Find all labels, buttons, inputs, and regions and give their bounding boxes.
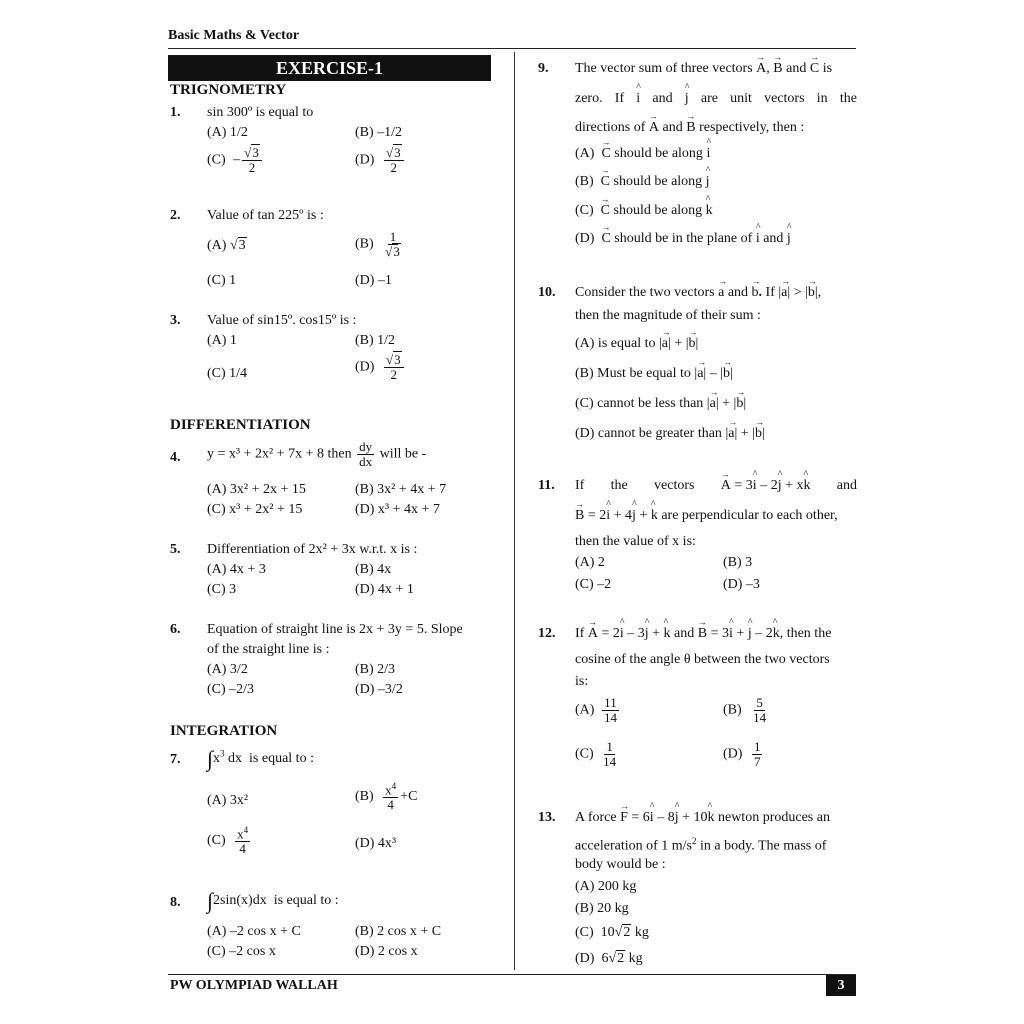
q9-option-d-label: (D) [575,231,595,246]
q4-option-b: (B) 3x² + 4x + 7 [355,482,447,497]
q12-number: 12. [538,626,556,641]
q7-option-b-label: (B) [355,789,374,805]
q12-text-line3: is: [575,674,589,689]
q2-number: 2. [170,208,181,223]
q10-option-c-label: (C) cannot be less than [575,396,704,411]
q5-option-d: (D) 4x + 1 [355,582,414,597]
q11-text-line3: then the value of x is: [575,534,696,549]
q10-option-d-label: (D) cannot be greater than [575,426,722,441]
q4-option-a: (A) 3x² + 2x + 15 [207,482,306,497]
q6-option-a: (A) 3/2 [207,662,248,677]
q3-number: 3. [170,313,181,328]
q9-option-b: (B) → C should be along ^ j [575,174,710,190]
q1-option-c: (C) – $\frac{√3}{2}$ [207,146,264,174]
q12-text-line2: cosine of the angle θ between the two vectors [575,652,830,667]
q8-text: ∫2sin(x)dx is equal to : [207,888,339,913]
q10-text-line2: then the magnitude of their sum : [575,308,761,323]
q3-option-b: (B) 1/2 [355,333,396,348]
page-number: 3 [826,975,856,996]
q10-option-a-label: (A) is equal to [575,336,656,351]
q10-option-a: (A) is equal to |→ a| + |→ b| [575,336,698,352]
q8-option-c: (C) –2 cos x [207,944,276,959]
q9-option-c: (C) → C should be along ^ k [575,203,713,219]
q6-text-line1: Equation of straight line is 2x + 3y = 5. Slope [207,622,463,637]
q7-number: 7. [170,752,181,767]
q12-option-d-label: (D) [723,746,743,762]
q1-option-c-label: (C) [207,152,226,168]
q8-option-a: (A) –2 cos x + C [207,924,301,939]
q8-option-d: (D) 2 cos x [355,944,418,959]
q1-option-d: (D) $\frac{√3}{2}$ [355,146,406,174]
q6-number: 6. [170,622,181,637]
q3-option-c: (C) 1/4 [207,366,248,381]
section-differentiation: DIFFERENTIATION [170,417,311,433]
q11-option-a: (A) 2 [575,555,605,570]
q4-option-d: (D) x³ + 4x + 7 [355,502,440,517]
q9-option-a: (A) → C should be along ^ i [575,146,710,162]
q7-text: $\int x^3$ dx is equal to : [207,746,314,771]
q2-option-d: (D) –1 [355,273,392,288]
q9-text-line3: directions of → A and → B respectively, then : [575,120,804,136]
q2-option-b-label: (B) [355,236,374,252]
q2-text: Value of tan 225º is : [207,208,324,223]
q12-option-b: (B) $\frac{5}{14}$ [723,695,767,725]
q12-option-d: (D) $\frac{1}{7}$ [723,739,761,769]
q11-option-d: (D) –3 [723,577,760,592]
q1-number: 1. [170,105,181,120]
q12-option-b-label: (B) [723,702,742,718]
q9-option-c-label: (C) [575,203,594,218]
q9-option-b-label: (B) [575,174,594,189]
q7-option-a: (A) 3x² [207,793,249,808]
q4-text: y = x³ + 2x² + 7x + 8 then $\frac{dy}{dx}$ will be - [207,439,427,469]
q1-option-b: (B) –1/2 [355,125,403,140]
q1-option-d-label: (D) [355,152,375,168]
footer-brand: PW OLYMPIAD WALLAH [170,978,338,993]
q4-option-c: (C) x³ + 2x² + 15 [207,502,303,517]
q4-number: 4. [170,450,181,465]
running-header: Basic Maths & Vector [168,28,300,43]
q12-option-a: (A) $\frac{11}{14}$ [575,695,617,725]
footer-rule [168,974,856,975]
q9-text-line1: The vector sum of three vectors → A, → B and → C is [575,61,857,77]
q7-option-c: (C) $\frac{x^4}{4}$ [207,825,249,856]
q8-option-b: (B) 2 cos x + C [355,924,442,939]
q11-option-c: (C) –2 [575,577,612,592]
q12-option-a-label: (A) [575,702,595,718]
q2-option-a-label: (A) [207,238,227,253]
q10-option-b-label: (B) Must be equal to [575,366,691,381]
q5-number: 5. [170,542,181,557]
q13-number: 13. [538,810,556,825]
q2-option-c: (C) 1 [207,273,237,288]
q13-text-line3: body would be : [575,857,666,872]
header-rule [168,48,856,49]
section-integration: INTEGRATION [170,723,278,739]
q5-option-c: (C) 3 [207,582,237,597]
q6-option-c: (C) –2/3 [207,682,255,697]
q10-number: 10. [538,285,556,300]
q12-text-line1: If → A = 2^ i – 3^ j + ^ k and → B = 3^ i + ^ j – 2^ k, then the [575,626,857,642]
q3-option-d: (D) $\frac{√3}{2}$ [355,353,406,381]
q3-option-d-label: (D) [355,359,375,375]
q9-text-line2: zero. If ^ i and ^ j are unit vectors in the [575,91,857,107]
q1-text: sin 300º is equal to [207,105,314,120]
q4-text-tail: will be - [379,446,427,462]
q11-option-b: (B) 3 [723,555,753,570]
q3-text: Value of sin15º. cos15º is : [207,313,357,328]
q13-option-d-label: (D) [575,951,595,966]
q7-text-tail: is equal to : [249,751,314,767]
q11-text-line1: If the vectors → A = 3^ i – 2^ j + x^ k and [575,478,857,494]
q3-option-a: (A) 1 [207,333,237,348]
q13-option-b: (B) 20 kg [575,901,629,916]
q13-text-line1: A force → F = 6^ i – 8^ j + 10^ k newton produces an [575,810,857,826]
q7-option-c-label: (C) [207,833,226,849]
q10-option-b: (B) Must be equal to |→ a| – |→ b| [575,366,733,382]
q10-option-c: (C) cannot be less than |→ a| + |→ b| [575,396,746,412]
q8-text-tail: is equal to : [273,893,339,909]
q13-option-c-label: (C) [575,925,594,940]
section-trigonometry: TRIGNOMETRY [170,82,287,98]
q13-option-d: (D) 6√2 kg [575,951,643,966]
q2-option-a: (A) √3 [207,238,246,253]
q6-option-b: (B) 2/3 [355,662,396,677]
q7-option-d: (D) 4x³ [355,836,397,851]
q13-option-a: (A) 200 kg [575,879,637,894]
column-divider [514,52,515,970]
q4-text-main: y = x³ + 2x² + 7x + 8 then [207,446,352,462]
q9-number: 9. [538,61,549,76]
q13-text-line2: acceleration of 1 $m/s^2$ in a body. The mass of [575,836,827,854]
q10-text-line1: Consider the two vectors → a and → b. If |→ a| > |→ b|, [575,285,821,301]
q10-option-d: (D) cannot be greater than |→ a| + |→ b| [575,426,765,442]
q9-option-a-label: (A) [575,146,595,161]
q9-option-d: (D) → C should be in the plane of ^ i and ^ j [575,231,791,247]
q6-option-d: (D) –3/2 [355,682,403,697]
q5-option-a: (A) 4x + 3 [207,562,266,577]
q12-option-c-label: (C) [575,746,594,762]
q5-text: Differentiation of 2x² + 3x w.r.t. x is : [207,542,418,557]
q8-number: 8. [170,895,181,910]
q7-option-b: (B) $\frac{x^4}{4}$ +C [355,781,418,812]
q13-option-c: (C) 10√2 kg [575,925,649,940]
q5-option-b: (B) 4x [355,562,392,577]
q11-number: 11. [538,478,555,493]
q6-text-line2: of the straight line is : [207,642,330,657]
q1-option-a: (A) 1/2 [207,125,248,140]
q11-text-line2: → B = 2^ i + 4^ j + ^ k are perpendicular to each other, [575,508,838,524]
exercise-title: EXERCISE-1 [168,55,491,81]
q12-option-c: (C) $\frac{1}{14}$ [575,739,617,769]
q2-option-b: (B) $\frac{1}{√3}$ [355,229,400,259]
